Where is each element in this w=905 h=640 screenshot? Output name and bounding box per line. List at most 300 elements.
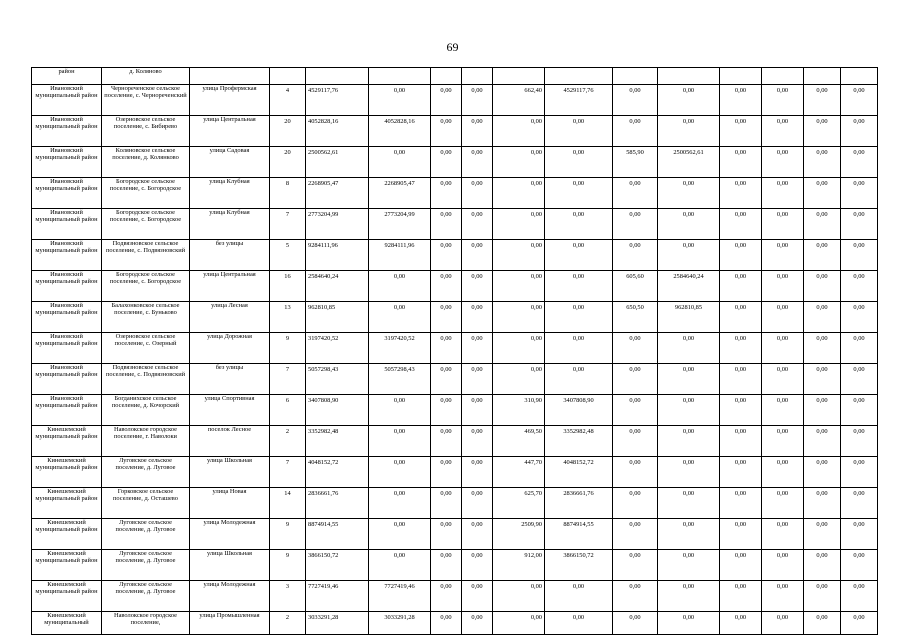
table-cell: Кинешемский муниципальный район — [32, 488, 102, 519]
table-cell: 0,00 — [493, 147, 545, 178]
table-cell: 0,00 — [369, 457, 431, 488]
table-cell: 7 — [270, 457, 306, 488]
table-cell: Наволокское городское поселение, — [102, 612, 190, 635]
table-cell: 0,00 — [841, 364, 878, 395]
table-cell: 3033291,28 — [306, 612, 369, 635]
table-cell: 962810,85 — [306, 302, 369, 333]
table-cell: 2 — [270, 426, 306, 457]
table-cell: 0,00 — [613, 550, 658, 581]
table-cell — [306, 68, 369, 85]
table-cell: 625,70 — [493, 488, 545, 519]
table-cell: 0,00 — [369, 488, 431, 519]
table-cell: 0,00 — [762, 612, 804, 635]
table-cell: 962810,85 — [658, 302, 720, 333]
table-cell: 0,00 — [462, 209, 493, 240]
table-cell: Богородское сельское поселение, с. Богородское — [102, 209, 190, 240]
table-cell: Ивановский муниципальный район — [32, 395, 102, 426]
table-cell: без улицы — [190, 240, 270, 271]
table-cell: 0,00 — [431, 581, 462, 612]
table-cell: 4 — [270, 85, 306, 116]
table-cell: 3866150,72 — [545, 550, 613, 581]
table-cell: Ивановский муниципальный район — [32, 364, 102, 395]
table-cell: 20 — [270, 147, 306, 178]
table-cell: Озерновское сельское поселение, с. Озерный — [102, 333, 190, 364]
table-row — [32, 519, 878, 550]
table-cell: 0,00 — [804, 457, 841, 488]
table-cell: 4048152,72 — [306, 457, 369, 488]
table-cell: 0,00 — [462, 302, 493, 333]
table-cell: улица Центральная — [190, 116, 270, 147]
table-cell: 0,00 — [804, 612, 841, 635]
table-cell: 0,00 — [545, 240, 613, 271]
table-cell: 6 — [270, 395, 306, 426]
data-table-container — [31, 67, 877, 635]
table-cell: 0,00 — [431, 519, 462, 550]
table-cell: Кинешемский муниципальный район — [32, 457, 102, 488]
table-cell: 0,00 — [762, 147, 804, 178]
table-cell: 0,00 — [841, 209, 878, 240]
table-cell: 0,00 — [804, 147, 841, 178]
table-cell: 0,00 — [613, 116, 658, 147]
table-cell: 0,00 — [613, 395, 658, 426]
table-cell: улица Клубная — [190, 178, 270, 209]
table-cell: 3033291,28 — [369, 612, 431, 635]
table-cell: 2500562,61 — [306, 147, 369, 178]
table-cell: 3 — [270, 581, 306, 612]
table-cell: улица Спортивная — [190, 395, 270, 426]
table-cell: 0,00 — [658, 550, 720, 581]
table-row — [32, 68, 878, 85]
table-cell: 0,00 — [658, 333, 720, 364]
table-cell: 0,00 — [462, 85, 493, 116]
table-cell: 4529117,76 — [545, 85, 613, 116]
table-cell: 9284111,96 — [306, 240, 369, 271]
table-cell: Кинешемский муниципальный район — [32, 426, 102, 457]
table-cell: 0,00 — [493, 364, 545, 395]
table-cell: 0,00 — [613, 364, 658, 395]
table-cell: 0,00 — [431, 271, 462, 302]
table-cell: 650,50 — [613, 302, 658, 333]
table-cell: 0,00 — [431, 209, 462, 240]
table-cell: 585,90 — [613, 147, 658, 178]
table-cell: 0,00 — [658, 488, 720, 519]
table-cell: 4048152,72 — [545, 457, 613, 488]
table-cell: 0,00 — [462, 271, 493, 302]
table-cell: 0,00 — [369, 302, 431, 333]
table-cell: 0,00 — [462, 240, 493, 271]
table-cell: 0,00 — [841, 178, 878, 209]
table-cell: район — [32, 68, 102, 85]
table-cell: 0,00 — [545, 612, 613, 635]
table-cell: 0,00 — [658, 85, 720, 116]
table-cell: 0,00 — [762, 85, 804, 116]
table-cell: 0,00 — [720, 519, 762, 550]
table-cell: 0,00 — [658, 581, 720, 612]
table-cell: 9 — [270, 519, 306, 550]
table-cell: 605,60 — [613, 271, 658, 302]
table-cell: 9 — [270, 333, 306, 364]
table-cell: 0,00 — [545, 178, 613, 209]
table-cell: 447,70 — [493, 457, 545, 488]
table-cell: 0,00 — [462, 426, 493, 457]
table-cell: 0,00 — [493, 302, 545, 333]
table-cell: 0,00 — [613, 581, 658, 612]
table-cell: 0,00 — [613, 519, 658, 550]
table-row — [32, 240, 878, 271]
table-cell: 0,00 — [613, 488, 658, 519]
table-cell: 2500562,61 — [658, 147, 720, 178]
table-cell: 0,00 — [841, 240, 878, 271]
table-cell — [720, 68, 762, 85]
table-cell: Ивановский муниципальный район — [32, 116, 102, 147]
table-cell: 0,00 — [841, 116, 878, 147]
table-cell: 0,00 — [545, 333, 613, 364]
table-cell: улица Промышленная — [190, 612, 270, 635]
table-cell: 0,00 — [762, 426, 804, 457]
table-cell: 0,00 — [804, 488, 841, 519]
table-cell: 310,90 — [493, 395, 545, 426]
table-cell — [369, 68, 431, 85]
table-cell: 5057298,43 — [369, 364, 431, 395]
table-cell: Луговское сельское поселение, д. Луговое — [102, 457, 190, 488]
table-cell: Кинешемский муниципальный район — [32, 581, 102, 612]
table-cell: 0,00 — [762, 581, 804, 612]
table-cell: 0,00 — [462, 147, 493, 178]
table-cell: 3407808,90 — [306, 395, 369, 426]
table-cell: 0,00 — [658, 457, 720, 488]
table-cell: 2584640,24 — [658, 271, 720, 302]
table-cell: 0,00 — [658, 178, 720, 209]
table-cell: 0,00 — [762, 550, 804, 581]
table-cell: Ивановский муниципальный район — [32, 209, 102, 240]
table-cell: 5057298,43 — [306, 364, 369, 395]
table-cell: 13 — [270, 302, 306, 333]
table-cell: 0,00 — [841, 488, 878, 519]
table-cell: 0,00 — [431, 395, 462, 426]
table-cell: 0,00 — [762, 271, 804, 302]
table-row — [32, 395, 878, 426]
table-cell: 0,00 — [804, 550, 841, 581]
table-cell: 0,00 — [545, 364, 613, 395]
table-cell: 0,00 — [493, 612, 545, 635]
table-row — [32, 147, 878, 178]
table-cell — [841, 68, 878, 85]
table-cell: 0,00 — [545, 581, 613, 612]
table-cell: 0,00 — [613, 240, 658, 271]
table-row — [32, 426, 878, 457]
table-cell: 4052828,16 — [369, 116, 431, 147]
table-cell: Подвязновское сельское поселение, с. Подвязновский — [102, 240, 190, 271]
table-cell: д. Коляново — [102, 68, 190, 85]
table-cell: 0,00 — [369, 550, 431, 581]
table-cell: 0,00 — [369, 85, 431, 116]
table-cell: 0,00 — [804, 395, 841, 426]
table-cell: 0,00 — [613, 426, 658, 457]
table-cell: 0,00 — [762, 519, 804, 550]
table-cell: 0,00 — [658, 240, 720, 271]
page-number: 69 — [446, 40, 459, 54]
table-cell: улица Лесная — [190, 302, 270, 333]
table-cell: поселок Лесное — [190, 426, 270, 457]
table-cell: улица Школьная — [190, 457, 270, 488]
table-cell: 0,00 — [658, 116, 720, 147]
table-cell: 0,00 — [841, 457, 878, 488]
table-cell: Ивановский муниципальный район — [32, 302, 102, 333]
table-cell: 0,00 — [545, 147, 613, 178]
table-cell: 0,00 — [804, 426, 841, 457]
table-cell — [545, 68, 613, 85]
table-cell: 16 — [270, 271, 306, 302]
table-cell: 0,00 — [720, 581, 762, 612]
table-cell: 0,00 — [762, 395, 804, 426]
table-cell: улица Садовая — [190, 147, 270, 178]
table-row — [32, 178, 878, 209]
table-cell: 0,00 — [720, 457, 762, 488]
table-cell: 0,00 — [493, 209, 545, 240]
table-cell: 2584640,24 — [306, 271, 369, 302]
table-cell: 0,00 — [658, 519, 720, 550]
table-row — [32, 302, 878, 333]
table-cell: 3197420,52 — [369, 333, 431, 364]
table-cell: Кинешемский муниципальный — [32, 612, 102, 635]
table-cell: 0,00 — [762, 364, 804, 395]
table-cell: без улицы — [190, 364, 270, 395]
table-cell: 5 — [270, 240, 306, 271]
table-row — [32, 116, 878, 147]
table-cell: 0,00 — [720, 85, 762, 116]
table-cell: улица Центральная — [190, 271, 270, 302]
table-cell: Луговское сельское поселение, д. Луговое — [102, 550, 190, 581]
table-cell: Богданихское сельское поселение, д. Кочорский — [102, 395, 190, 426]
table-cell: 0,00 — [720, 488, 762, 519]
table-cell: 0,00 — [462, 457, 493, 488]
table-cell — [804, 68, 841, 85]
table-cell: Коляновское сельское поселение, д. Колянково — [102, 147, 190, 178]
table-cell: 0,00 — [369, 395, 431, 426]
table-cell: 0,00 — [762, 209, 804, 240]
table-cell: Ивановский муниципальный район — [32, 271, 102, 302]
table-cell: 0,00 — [841, 147, 878, 178]
table-row — [32, 209, 878, 240]
table-cell: 0,00 — [762, 457, 804, 488]
table-row — [32, 333, 878, 364]
table-cell: 0,00 — [762, 240, 804, 271]
table-cell: 0,00 — [804, 240, 841, 271]
table-cell: 2773204,99 — [306, 209, 369, 240]
table-cell: Наволокское городское поселение, г. Наволоки — [102, 426, 190, 457]
table-cell: Богородское сельское поселение, с. Богородское — [102, 178, 190, 209]
table-cell — [270, 68, 306, 85]
table-cell: Ивановский муниципальный район — [32, 85, 102, 116]
table-cell: Луговское сельское поселение, д. Луговое — [102, 581, 190, 612]
table-cell: 0,00 — [431, 457, 462, 488]
table-cell: 0,00 — [841, 395, 878, 426]
table-cell: 0,00 — [431, 488, 462, 519]
table-cell: 0,00 — [613, 612, 658, 635]
table-cell: 0,00 — [658, 612, 720, 635]
table-row — [32, 364, 878, 395]
table-cell: 0,00 — [462, 364, 493, 395]
table-cell: 662,40 — [493, 85, 545, 116]
table-cell: 0,00 — [462, 612, 493, 635]
table-cell: 0,00 — [841, 612, 878, 635]
table-cell: 0,00 — [431, 240, 462, 271]
table-cell: 0,00 — [493, 271, 545, 302]
table-cell — [762, 68, 804, 85]
table-cell: 0,00 — [431, 364, 462, 395]
table-cell: 7 — [270, 209, 306, 240]
table-cell: 2836661,76 — [306, 488, 369, 519]
table-cell: 0,00 — [762, 302, 804, 333]
table-cell: 0,00 — [804, 271, 841, 302]
table-cell: улица Молодежная — [190, 519, 270, 550]
table-cell: 0,00 — [613, 457, 658, 488]
table-cell: 0,00 — [762, 333, 804, 364]
table-cell: 3352982,48 — [545, 426, 613, 457]
table-cell — [462, 68, 493, 85]
table-cell: 0,00 — [841, 581, 878, 612]
table-cell: 0,00 — [658, 209, 720, 240]
table-cell: 0,00 — [841, 519, 878, 550]
table-cell: 0,00 — [804, 333, 841, 364]
table-cell: 0,00 — [720, 550, 762, 581]
table-cell: 0,00 — [841, 426, 878, 457]
table-cell: 0,00 — [720, 116, 762, 147]
table-cell: 0,00 — [462, 116, 493, 147]
table-cell — [190, 68, 270, 85]
table-cell: 0,00 — [431, 426, 462, 457]
table-cell: 0,00 — [545, 209, 613, 240]
table-cell: 0,00 — [720, 271, 762, 302]
table-cell: 2 — [270, 612, 306, 635]
table-cell: 0,00 — [720, 333, 762, 364]
table-cell: 0,00 — [462, 581, 493, 612]
table-cell: 2268905,47 — [306, 178, 369, 209]
table-cell: 7727419,46 — [306, 581, 369, 612]
table-row — [32, 271, 878, 302]
table-cell: 8 — [270, 178, 306, 209]
table-cell: 0,00 — [369, 519, 431, 550]
table-cell: Подвязновское сельское поселение, с. Подвязновский — [102, 364, 190, 395]
table-cell: 0,00 — [658, 395, 720, 426]
table-cell: 8874914,55 — [545, 519, 613, 550]
table-cell: 2509,90 — [493, 519, 545, 550]
table-cell: Чернореченское сельское поселение, с. Чернореченский — [102, 85, 190, 116]
table-cell: 0,00 — [369, 271, 431, 302]
table-cell: 0,00 — [762, 116, 804, 147]
table-row — [32, 550, 878, 581]
table-cell: 0,00 — [613, 85, 658, 116]
table-cell: 0,00 — [613, 178, 658, 209]
table-cell: 0,00 — [462, 395, 493, 426]
table-cell: Горковское сельское поселение, д. Осташево — [102, 488, 190, 519]
table-cell: 0,00 — [841, 333, 878, 364]
table-cell: 4529117,76 — [306, 85, 369, 116]
table-cell: 0,00 — [613, 209, 658, 240]
table-row — [32, 612, 878, 635]
table-cell: 0,00 — [720, 302, 762, 333]
table-cell: 20 — [270, 116, 306, 147]
table-cell: 14 — [270, 488, 306, 519]
table-cell: 3866150,72 — [306, 550, 369, 581]
table-cell: 2836661,76 — [545, 488, 613, 519]
table-cell: 0,00 — [462, 488, 493, 519]
table-cell: Ивановский муниципальный район — [32, 333, 102, 364]
table-cell: 0,00 — [493, 116, 545, 147]
table-cell: улица Новая — [190, 488, 270, 519]
table-cell: 0,00 — [431, 550, 462, 581]
table-cell: улица Дорожная — [190, 333, 270, 364]
table-cell: 4052828,16 — [306, 116, 369, 147]
table-row — [32, 457, 878, 488]
table-cell: 0,00 — [493, 333, 545, 364]
table-cell: 0,00 — [762, 488, 804, 519]
table-cell: 3407808,90 — [545, 395, 613, 426]
table-cell: 0,00 — [462, 333, 493, 364]
table-cell: 0,00 — [493, 240, 545, 271]
table-cell: 0,00 — [613, 333, 658, 364]
table-cell: 0,00 — [545, 302, 613, 333]
table-cell: 469,50 — [493, 426, 545, 457]
table-cell: 0,00 — [841, 85, 878, 116]
table-cell: 9284111,96 — [369, 240, 431, 271]
table-cell: 0,00 — [804, 519, 841, 550]
table-cell: 0,00 — [462, 178, 493, 209]
table-cell: Ивановский муниципальный район — [32, 178, 102, 209]
data-table — [31, 67, 878, 635]
table-cell: 0,00 — [804, 581, 841, 612]
table-cell: 0,00 — [369, 426, 431, 457]
table-cell: 0,00 — [431, 116, 462, 147]
table-cell: 0,00 — [720, 426, 762, 457]
table-cell — [658, 68, 720, 85]
table-cell: 0,00 — [431, 612, 462, 635]
table-cell: Ивановский муниципальный район — [32, 147, 102, 178]
table-cell: Кинешемский муниципальный район — [32, 550, 102, 581]
table-cell: 0,00 — [720, 147, 762, 178]
table-cell: 0,00 — [462, 550, 493, 581]
table-cell: 0,00 — [762, 178, 804, 209]
table-cell: 0,00 — [545, 271, 613, 302]
table-cell: 0,00 — [841, 271, 878, 302]
table-cell: 3352982,48 — [306, 426, 369, 457]
table-cell: 0,00 — [462, 519, 493, 550]
table-cell: 0,00 — [720, 240, 762, 271]
table-cell: Богородское сельское поселение, с. Богородское — [102, 271, 190, 302]
table-cell: 0,00 — [545, 116, 613, 147]
table-row — [32, 85, 878, 116]
table-cell: 0,00 — [804, 209, 841, 240]
table-cell — [431, 68, 462, 85]
table-cell: 0,00 — [804, 302, 841, 333]
table-cell: 0,00 — [431, 147, 462, 178]
table-row — [32, 488, 878, 519]
table-cell: 0,00 — [804, 85, 841, 116]
table-cell: 8874914,55 — [306, 519, 369, 550]
table-cell: 0,00 — [804, 364, 841, 395]
table-cell: Луговское сельское поселение, д. Луговое — [102, 519, 190, 550]
table-cell: 0,00 — [431, 333, 462, 364]
table-row — [32, 581, 878, 612]
table-cell: Ивановский муниципальный район — [32, 240, 102, 271]
table-cell: улица Профермская — [190, 85, 270, 116]
table-cell: 7 — [270, 364, 306, 395]
table-cell: 0,00 — [720, 209, 762, 240]
table-cell: 0,00 — [720, 395, 762, 426]
table-cell: улица Клубная — [190, 209, 270, 240]
table-cell — [493, 68, 545, 85]
table-cell: улица Молодежная — [190, 581, 270, 612]
